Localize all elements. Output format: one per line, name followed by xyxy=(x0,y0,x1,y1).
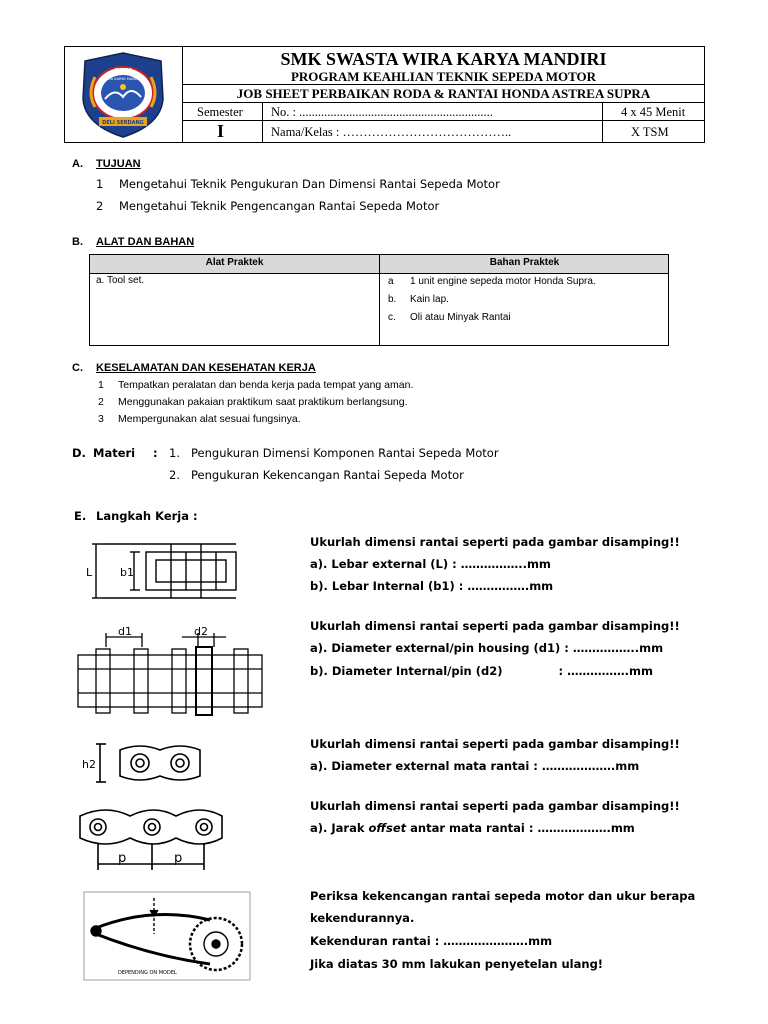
step2-line-b: b). Diameter Internal/pin (d2) : …………….mm xyxy=(310,664,653,678)
bahan-item-c: Oli atau Minyak Rantai xyxy=(410,312,511,323)
logo-ring-text: WIRA KARYA MANDIRI xyxy=(103,77,143,81)
step5-line-4: Jika diatas 30 mm lakukan penyetelan ulang! xyxy=(310,957,604,971)
bahan-item-b: Kain lap. xyxy=(410,294,449,305)
job-sheet-title: JOB SHEET PERBAIKAN RODA & RANTAI HONDA ASTREA SUPRA xyxy=(183,85,704,103)
section-c-title: KESELAMATAN DAN KESEHATAN KERJA xyxy=(96,362,316,374)
tujuan-item-1: Mengetahui Teknik Pengukuran Dan Dimensi Rantai Sepeda Motor xyxy=(119,177,500,191)
step2-line-a: a). Diameter external/pin housing (d1) : ……………..mm xyxy=(310,641,664,655)
school-logo-cell xyxy=(65,47,183,142)
step5-line-2: kekendurannya. xyxy=(310,911,415,925)
chain-diameter-figure xyxy=(76,625,266,717)
bahan-key-a: a xyxy=(388,276,394,287)
tujuan-item-2: Mengetahui Teknik Pengencangan Rantai Sepeda Motor xyxy=(119,199,440,213)
semester-value: I xyxy=(217,121,225,141)
step1-instruction: Ukurlah dimensi rantai seperti pada gambar disamping!! xyxy=(310,535,680,549)
step4-post: antar mata rantai : ……………….mm xyxy=(406,821,635,835)
tujuan-number-1: 1 xyxy=(96,177,104,191)
step4-pre: a). Jarak xyxy=(310,821,369,835)
logo-bottom-text: DELI SERDANG xyxy=(102,120,144,126)
materi-item-2: Pengukuran Kekencangan Rantai Sepeda Motor xyxy=(191,468,464,482)
materi-number-1: 1. xyxy=(169,446,180,460)
school-name: SMK SWASTA WIRA KARYA MANDIRI xyxy=(280,49,607,69)
header-divider-2 xyxy=(602,103,603,142)
section-d-colon: : xyxy=(153,446,158,460)
materi-item-1: Pengukuran Dimensi Komponen Rantai Sepeda Motor xyxy=(191,446,499,460)
label-p-1: p xyxy=(118,851,127,866)
class-label: X TSM xyxy=(631,125,669,139)
step3-line-a: a). Diameter external mata rantai : ……………….mm xyxy=(310,759,640,773)
k3-number-3: 3 xyxy=(98,413,104,425)
header-table xyxy=(64,46,705,143)
label-L: L xyxy=(86,566,93,579)
col-alat-header: Alat Praktek xyxy=(205,257,264,268)
section-a-title: TUJUAN xyxy=(96,158,141,170)
semester-label: Semester xyxy=(197,105,243,119)
bahan-key-b: b. xyxy=(388,294,397,305)
alat-bahan-table xyxy=(89,254,669,346)
section-a-letter: A. xyxy=(72,158,83,170)
step5-instruction: Periksa kekencangan rantai sepeda motor dan ukur berapa xyxy=(310,889,696,903)
section-d-letter: D. xyxy=(72,446,86,460)
step4-offset-word: offset xyxy=(368,821,407,835)
section-e-title: Langkah Kerja : xyxy=(96,509,198,523)
step1-line-b: b). Lebar Internal (b1) : …………….mm xyxy=(310,579,554,593)
program-name: PROGRAM KEAHLIAN TEKNIK SEPEDA MOTOR xyxy=(183,69,704,85)
step2-instruction: Ukurlah dimensi rantai seperti pada gambar disamping!! xyxy=(310,619,680,633)
label-h2: h2 xyxy=(82,758,96,771)
materi-number-2: 2. xyxy=(169,468,180,482)
tujuan-number-2: 2 xyxy=(96,199,104,213)
chain-pitch-figure xyxy=(76,802,226,872)
section-e-letter: E. xyxy=(74,509,87,523)
duration-label: 4 x 45 Menit xyxy=(621,105,686,119)
label-d2: d2 xyxy=(194,625,208,638)
logo-top-text: SMK xyxy=(114,67,132,75)
chain-height-figure xyxy=(80,738,220,788)
header-divider-1 xyxy=(262,103,263,142)
step1-line-a: a). Lebar external (L) : ……………..mm xyxy=(310,557,551,571)
k3-item-2: Menggunakan pakaian praktikum saat praktikum berlangsung. xyxy=(118,396,408,408)
bahan-key-c: c. xyxy=(388,312,396,323)
chain-slack-figure xyxy=(82,890,252,982)
chain-width-figure xyxy=(76,540,246,602)
step4-line-a xyxy=(310,821,635,835)
section-b-title: ALAT DAN BAHAN xyxy=(96,236,195,248)
label-p-2: p xyxy=(174,851,183,866)
label-depending-on-model: DEPENDING ON MODEL xyxy=(118,970,177,976)
label-d1: d1 xyxy=(118,625,132,638)
section-c-letter: C. xyxy=(72,362,83,374)
table-col-divider xyxy=(379,255,380,345)
label-b1: b1 xyxy=(120,566,134,579)
step3-instruction: Ukurlah dimensi rantai seperti pada gambar disamping!! xyxy=(310,737,680,751)
school-logo xyxy=(65,47,182,142)
k3-item-1: Tempatkan peralatan dan benda kerja pada tempat yang aman. xyxy=(118,379,414,391)
section-b-letter: B. xyxy=(72,236,83,248)
nama-kelas-field: Nama/Kelas : ………………………………….. xyxy=(271,125,512,139)
col-bahan-header: Bahan Praktek xyxy=(489,257,560,268)
k3-number-1: 1 xyxy=(98,379,104,391)
section-d-title: Materi xyxy=(93,446,136,460)
step4-instruction: Ukurlah dimensi rantai seperti pada gambar disamping!! xyxy=(310,799,680,813)
k3-number-2: 2 xyxy=(98,396,104,408)
bahan-item-a: 1 unit engine sepeda motor Honda Supra. xyxy=(410,276,596,287)
alat-item: a. Tool set. xyxy=(96,275,145,286)
step5-line-3: Kekenduran rantai : ………………….mm xyxy=(310,934,553,948)
no-field: No. : .............................................................. xyxy=(271,105,493,119)
k3-item-3: Mempergunakan alat sesuai fungsinya. xyxy=(118,413,301,425)
